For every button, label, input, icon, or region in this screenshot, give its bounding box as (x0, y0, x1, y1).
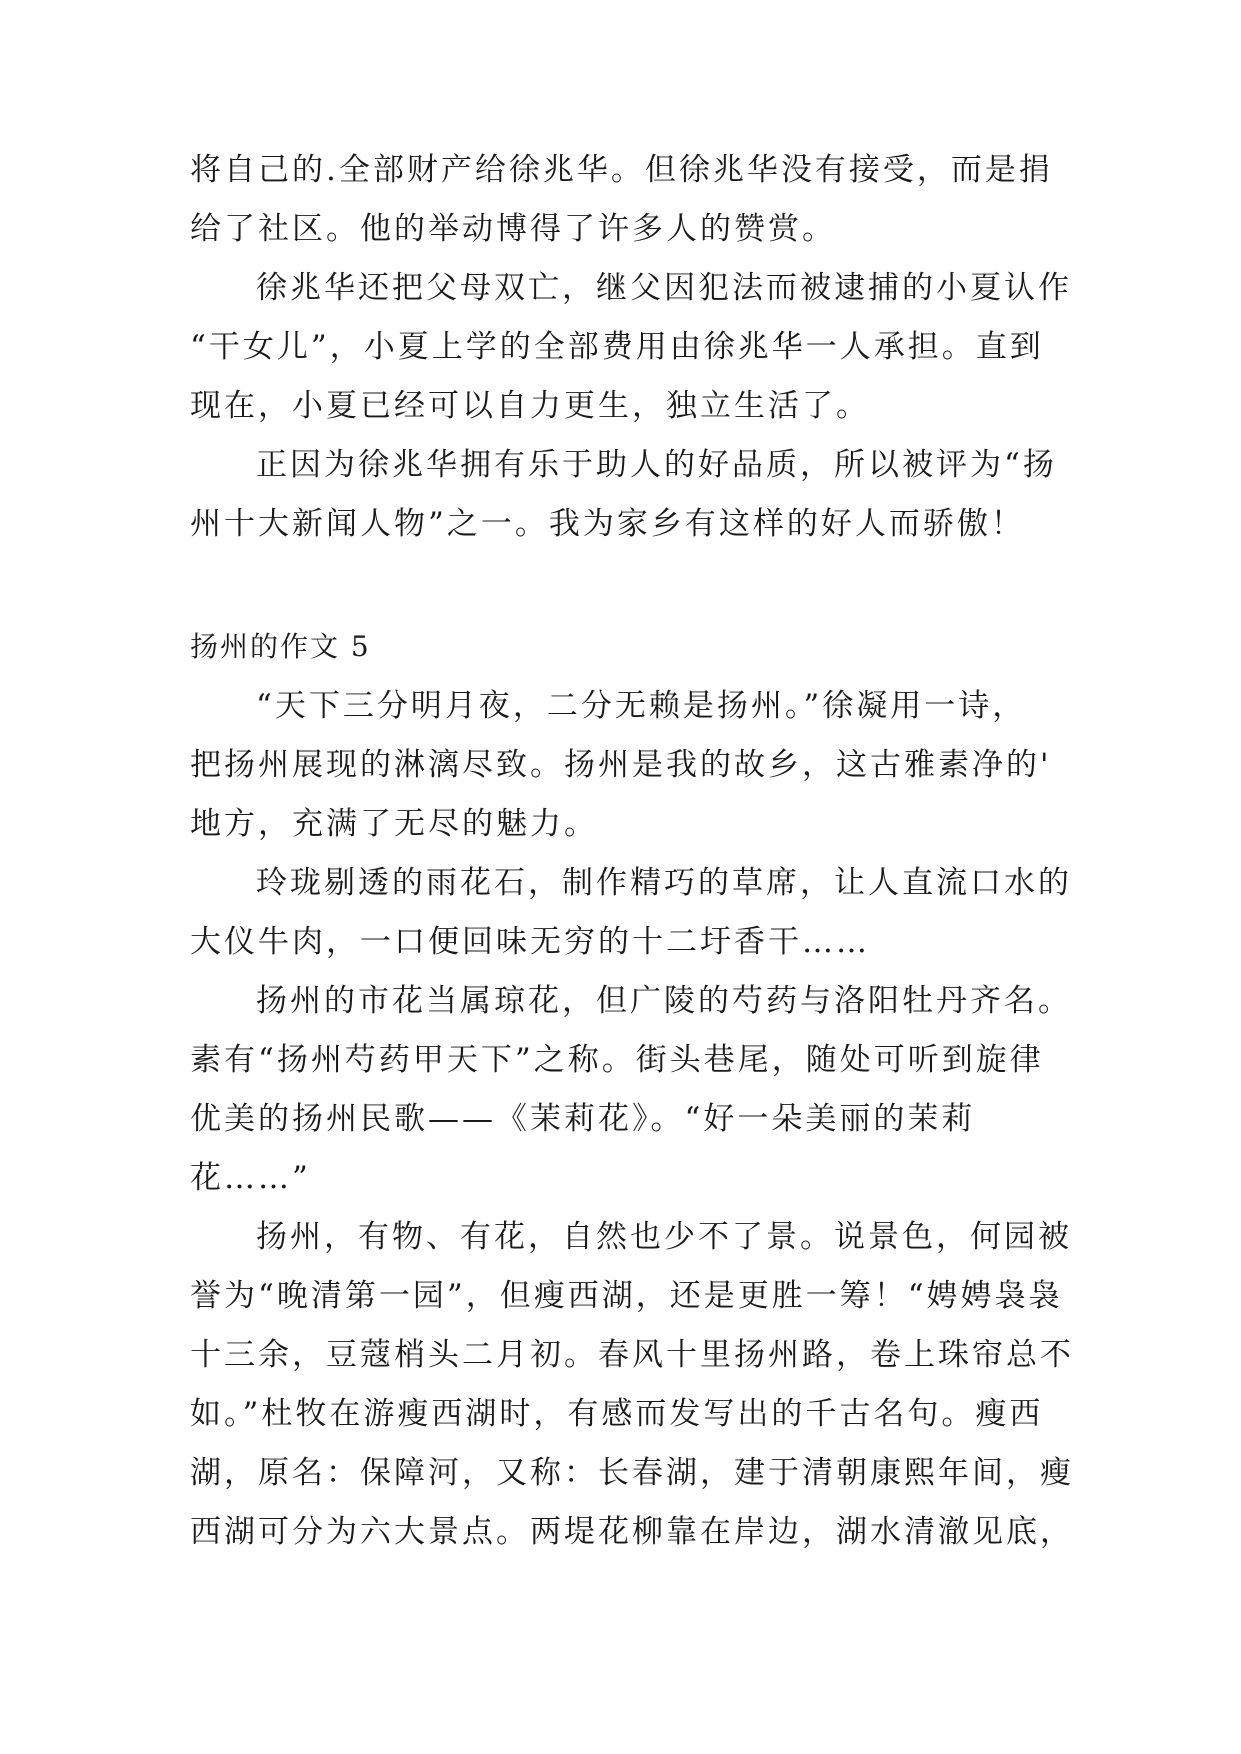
paragraph-line: 湖，原名：保障河，又称：长春湖，建于清朝康熙年间，瘦 (190, 1455, 1074, 1491)
paragraph-line: 扬州，有物、有花，自然也少不了景。说景色，何园被 (256, 1219, 1072, 1255)
paragraph-line: 把扬州展现的淋漓尽致。扬州是我的故乡，这古雅素净的' (190, 747, 1052, 783)
paragraph-line: 十三余，豆蔻梢头二月初。春风十里扬州路，卷上珠帘总不 (190, 1337, 1074, 1373)
paragraph-line: 扬州的市花当属琼花，但广陵的芍药与洛阳牡丹齐名。 (256, 983, 1072, 1019)
paragraph-line: 如。”杜牧在游瘦西湖时，有感而发写出的千古名句。瘦西 (190, 1396, 1044, 1432)
paragraph-line: 徐兆华还把父母双亡，继父因犯法而被逮捕的小夏认作 (256, 270, 1072, 306)
paragraph-line: 地方，充满了无尽的魅力。 (190, 806, 598, 842)
paragraph-line: 现在，小夏已经可以自力更生，独立生活了。 (190, 388, 870, 424)
paragraph-line: 优美的扬州民歌——《茉莉花》。“好一朵美丽的茉莉 (190, 1101, 976, 1137)
paragraph-line: 西湖可分为六大景点。两堤花柳靠在岸边，湖水清澈见底， (190, 1514, 1074, 1550)
paragraph-line: 花……” (190, 1160, 311, 1196)
paragraph-line: 州十大新闻人物”之一。我为家乡有这样的好人而骄傲！ (190, 506, 1025, 542)
paragraph-line: 素有“扬州芍药甲天下”之称。街头巷尾，随处可听到旋律 (190, 1042, 1044, 1078)
paragraph-line: 给了社区。他的举动博得了许多人的赞赏。 (190, 211, 836, 247)
paragraph-line: 大仪牛肉，一口便回味无穷的十二圩香干…… (190, 924, 870, 960)
section-title: 扬州的作文 5 (190, 630, 371, 663)
paragraph-line: “干女儿”，小夏上学的全部费用由徐兆华一人承担。直到 (190, 329, 1044, 365)
paragraph-line: “天下三分明月夜，二分无赖是扬州。”徐凝用一诗， (256, 688, 1027, 724)
paragraph-line: 正因为徐兆华拥有乐于助人的好品质，所以被评为“扬 (256, 447, 1057, 483)
paragraph-line: 将自己的.全部财产给徐兆华。但徐兆华没有接受，而是捐 (190, 152, 1053, 188)
paragraph-line: 誉为“晚清第一园”，但瘦西湖，还是更胜一筹！“娉娉袅袅 (190, 1278, 1063, 1314)
paragraph-line: 玲珑剔透的雨花石，制作精巧的草席，让人直流口水的 (256, 865, 1072, 901)
